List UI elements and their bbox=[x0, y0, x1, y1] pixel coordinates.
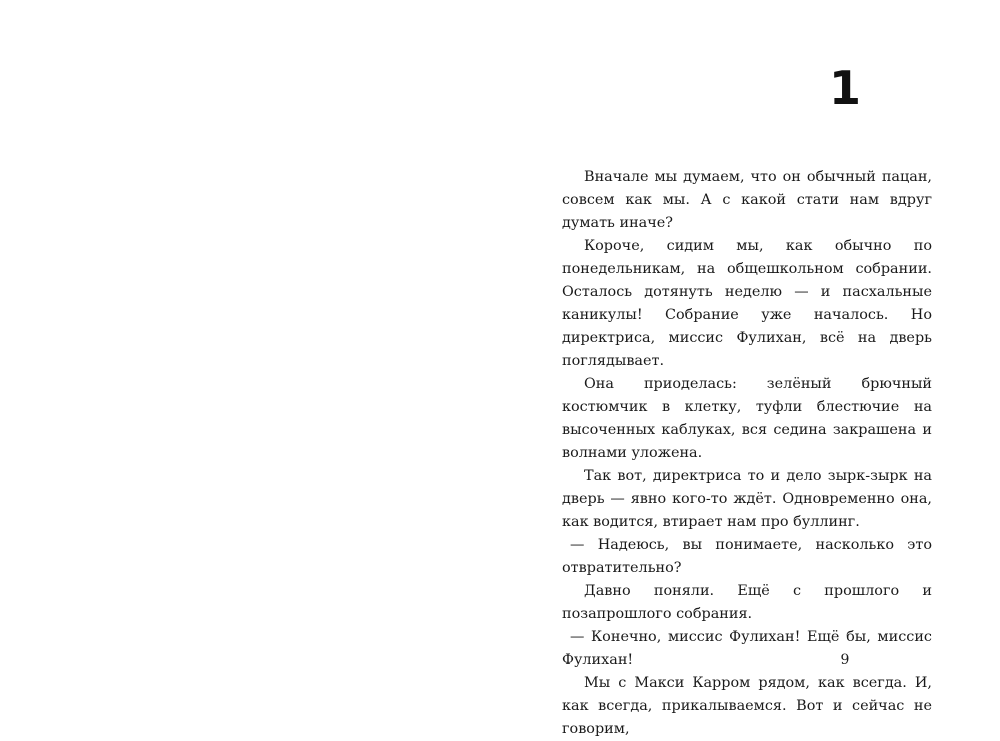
paragraph: Мы с Макси Карром рядом, как всегда. И, как всегда, прикалываемся. Вот и сейчас не говорим, bbox=[562, 675, 932, 737]
paragraph: Так вот, директриса то и дело зырк-зырк на дверь — явно кого-то ждёт. Одновременно она, как водится, втирает нам про буллинг. bbox=[562, 468, 932, 530]
chapter-number: 1 bbox=[828, 61, 861, 115]
paragraph: Давно поняли. Ещё с прошлого и позапрошлого собрания. bbox=[562, 583, 932, 622]
page-number: 9 bbox=[840, 652, 850, 668]
paragraph: Она приоделась: зелёный брючный костюмчик в клетку, туфли блестючие на высоченных каблуках, вся седина закрашена и волнами уложена. bbox=[562, 376, 932, 461]
dialog-line: — Надеюсь, вы понимаете, насколько это отвратительно? bbox=[562, 537, 932, 576]
left-page-blank bbox=[0, 0, 500, 718]
paragraph: Вначале мы думаем, что он обычный пацан, совсем как мы. А с какой стати нам вдруг думать иначе? bbox=[562, 169, 932, 231]
paragraph: Короче, сидим мы, как обычно по понедельникам, на общешкольном собрании. Осталось дотянуть неделю — и пасхальные каникулы! Собрание уже началось. Но директриса, миссис Фулихан, всё на дверь поглядывает. bbox=[562, 238, 932, 369]
right-page bbox=[500, 0, 1000, 737]
dialog-line: — Конечно, миссис Фулихан! Ещё бы, миссис Фулихан! bbox=[562, 629, 932, 668]
